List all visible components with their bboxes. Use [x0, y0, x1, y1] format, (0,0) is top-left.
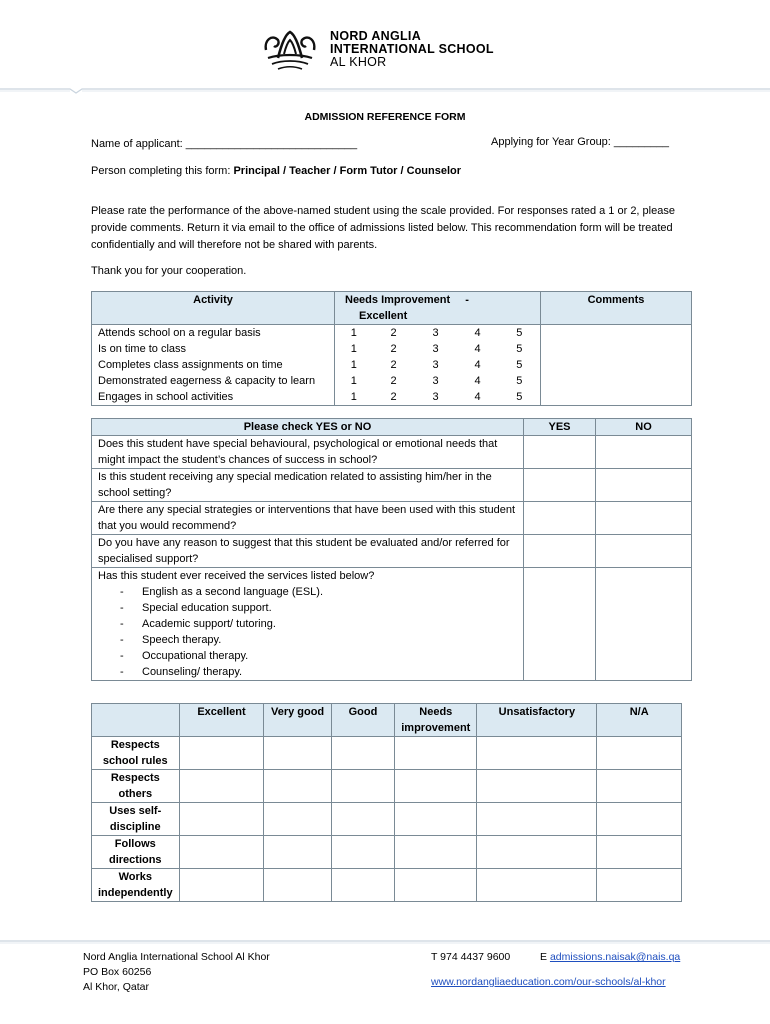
scale-option-3[interactable]: 3 — [432, 343, 439, 355]
footer-email — [540, 950, 680, 965]
year-group-field[interactable]: Applying for Year Group: _________ — [491, 136, 669, 148]
yes-checkbox-cell[interactable] — [524, 568, 596, 681]
question-cell — [92, 502, 524, 535]
service-item: - Occupational therapy. — [120, 648, 517, 664]
behaviour-row — [92, 737, 682, 770]
behaviour-rating-cell[interactable] — [179, 869, 264, 902]
scale-option-4[interactable]: 4 — [474, 359, 481, 371]
comments-cell[interactable] — [541, 341, 692, 357]
question-text: Do you have any reason to suggest that this student be evaluated and/or referred for specialised support? — [98, 537, 510, 565]
scale-option-2[interactable]: 2 — [390, 327, 397, 339]
behaviour-rating-cell[interactable] — [179, 836, 264, 869]
behaviour-rating-cell[interactable] — [331, 836, 395, 869]
scale-option-4[interactable]: 4 — [474, 327, 481, 339]
comments-cell[interactable] — [541, 389, 692, 406]
behaviour-header-row — [92, 704, 682, 737]
behaviour-rating-cell[interactable] — [264, 869, 331, 902]
footer-address — [83, 950, 270, 995]
behaviour-column-header: Good — [331, 704, 395, 737]
scale-option-5[interactable]: 5 — [499, 373, 541, 389]
behaviour-rating-cell[interactable] — [331, 869, 395, 902]
scale-option-5[interactable]: 5 — [499, 357, 541, 373]
scale-option-4[interactable]: 4 — [457, 389, 499, 406]
scale-option-5[interactable]: 5 — [499, 341, 541, 357]
behaviour-rating-cell[interactable] — [597, 869, 682, 902]
scale-option-2[interactable]: 2 — [390, 359, 397, 371]
logo-wordmark — [330, 30, 494, 69]
behaviour-rating-cell[interactable] — [477, 737, 597, 770]
crest-icon — [258, 28, 322, 72]
thanks-text: Thank you for your cooperation. — [91, 265, 247, 277]
scale-header — [335, 292, 541, 325]
no-header: NO — [596, 419, 692, 436]
logo-line-1: NORD ANGLIA — [330, 29, 422, 43]
activity-cell: Completes class assignments on time — [92, 357, 335, 373]
yes-checkbox-cell[interactable] — [524, 469, 596, 502]
behaviour-label — [92, 869, 180, 902]
question-text: Are there any special strategies or interventions that have been used with this student that you would recommend? — [98, 504, 516, 532]
scale-option-1[interactable]: 1 — [350, 359, 357, 371]
behaviour-rating-cell[interactable] — [395, 770, 477, 803]
scale-option-5[interactable]: 5 — [499, 325, 541, 342]
footer-phone: T 974 4437 9600 — [431, 951, 511, 963]
rating-table — [91, 291, 692, 406]
activity-header: Activity — [92, 292, 335, 325]
yes-checkbox-cell[interactable] — [524, 502, 596, 535]
service-item: - Speech therapy. — [120, 632, 517, 648]
behaviour-row — [92, 836, 682, 869]
logo-line-2: INTERNATIONAL SCHOOL — [330, 42, 494, 56]
question-cell — [92, 568, 524, 681]
scale-dash: - — [465, 294, 469, 306]
email-prefix: E — [540, 951, 548, 963]
website-link[interactable]: www.nordangliaeducation.com/our-schools/al-khor — [431, 976, 666, 988]
no-checkbox-cell[interactable] — [596, 535, 692, 568]
behaviour-rating-cell[interactable] — [395, 869, 477, 902]
scale-option-3[interactable]: 3 — [432, 327, 439, 339]
behaviour-rating-cell[interactable] — [264, 803, 331, 836]
rating-row — [92, 373, 692, 389]
behaviour-column-header: Very good — [264, 704, 331, 737]
comments-cell[interactable] — [541, 373, 692, 389]
behaviour-label — [92, 737, 180, 770]
yes-no-table — [91, 418, 692, 681]
rating-row — [92, 341, 692, 357]
header-divider — [0, 84, 770, 96]
footer-school: Nord Anglia International School Al Khor — [83, 951, 270, 963]
behaviour-label — [92, 770, 180, 803]
footer-city: Al Khor, Qatar — [83, 981, 149, 993]
behaviour-column-header: N/A — [597, 704, 682, 737]
behaviour-rating-cell[interactable] — [597, 803, 682, 836]
behaviour-column-header: Excellent — [179, 704, 264, 737]
behaviour-rating-cell[interactable] — [331, 770, 395, 803]
behaviour-label-line: Uses self- — [109, 805, 162, 817]
behaviour-rating-cell[interactable] — [597, 737, 682, 770]
behaviour-rating-cell[interactable] — [395, 803, 477, 836]
behaviour-label-line: independently — [98, 887, 173, 899]
service-item: - Counseling/ therapy. — [120, 664, 517, 680]
behaviour-label-line: Respects — [110, 739, 160, 751]
question-text: Has this student ever received the services listed below? — [98, 570, 375, 582]
rating-row — [92, 389, 692, 406]
behaviour-label-line: Works — [118, 871, 152, 883]
behaviour-label — [92, 803, 180, 836]
behaviour-rating-cell[interactable] — [477, 869, 597, 902]
behaviour-label-line: Respects — [110, 772, 160, 784]
behaviour-label-line: Follows — [114, 838, 156, 850]
behaviour-rating-cell[interactable] — [477, 836, 597, 869]
services-list — [98, 584, 517, 680]
behaviour-label-line: directions — [108, 854, 162, 866]
behaviour-label-line: others — [118, 788, 153, 800]
scale-option-4[interactable]: 4 — [474, 375, 481, 387]
scale-option-5[interactable]: 5 — [499, 389, 541, 406]
question-row — [92, 502, 692, 535]
needs-improvement-label: Needs Improvement — [345, 294, 451, 306]
behaviour-label — [92, 836, 180, 869]
behaviour-label-line: school rules — [102, 755, 168, 767]
behaviour-rating-cell[interactable] — [395, 737, 477, 770]
scale-option-4[interactable]: 4 — [474, 343, 481, 355]
yes-header: YES — [524, 419, 596, 436]
person-completing-line — [91, 165, 461, 177]
yes-checkbox-cell[interactable] — [524, 436, 596, 469]
activity-cell: Is on time to class — [92, 341, 335, 357]
scale-option-3[interactable]: 3 — [432, 359, 439, 371]
behaviour-rating-cell[interactable] — [477, 803, 597, 836]
footer-po-box: PO Box 60256 — [83, 966, 152, 978]
question-row — [92, 535, 692, 568]
behaviour-rating-cell[interactable] — [395, 836, 477, 869]
scale-option-1[interactable]: 1 — [350, 327, 357, 339]
question-text: Does this student have special behavioural, psychological or emotional needs that might impact the student’s chances of success in school? — [98, 438, 498, 466]
behaviour-label-line: discipline — [109, 821, 161, 833]
behaviour-rating-cell[interactable] — [331, 803, 395, 836]
scale-option-3[interactable]: 3 — [415, 389, 457, 406]
logo-line-3: AL KHOR — [330, 55, 387, 69]
excellent-label: Excellent — [359, 310, 408, 322]
behaviour-rating-cell[interactable] — [179, 803, 264, 836]
behaviour-row — [92, 869, 682, 902]
scale-option-1[interactable]: 1 — [350, 375, 357, 387]
scale-option-3[interactable]: 3 — [432, 375, 439, 387]
question-text: Is this student receiving any special medication related to assisting him/her in the school setting? — [98, 471, 492, 499]
behaviour-rating-cell[interactable] — [597, 770, 682, 803]
footer-divider — [0, 936, 770, 948]
behaviour-table — [91, 703, 682, 902]
behaviour-rating-cell[interactable] — [179, 737, 264, 770]
question-cell — [92, 535, 524, 568]
email-link[interactable]: admissions.naisak@nais.qa — [549, 951, 681, 963]
no-checkbox-cell[interactable] — [596, 568, 692, 681]
comments-cell[interactable] — [541, 357, 692, 373]
behaviour-column-header: Needs improvement — [395, 704, 477, 737]
behaviour-rating-cell[interactable] — [264, 836, 331, 869]
form-title: ADMISSION REFERENCE FORM — [304, 111, 466, 123]
service-item: - English as a second language (ESL). — [120, 584, 517, 600]
scale-option-2[interactable]: 2 — [373, 389, 415, 406]
question-cell — [92, 436, 524, 469]
behaviour-row — [92, 770, 682, 803]
no-checkbox-cell[interactable] — [596, 436, 692, 469]
behaviour-corner — [92, 704, 180, 737]
behaviour-rating-cell[interactable] — [264, 737, 331, 770]
instructions-paragraph: Please rate the performance of the above-named student using the scale provided. For responses rated a 1 or 2, please provide comments. Return it via email to the office of admissions listed below. This recommendation form will be treated confidentially and will therefore not be shared with parents. — [91, 205, 675, 251]
question-cell — [92, 469, 524, 502]
behaviour-rating-cell[interactable] — [179, 770, 264, 803]
question-row — [92, 469, 692, 502]
behaviour-column-header: Unsatisfactory — [477, 704, 597, 737]
behaviour-rating-cell[interactable] — [477, 770, 597, 803]
person-roles: Principal / Teacher / Form Tutor / Counselor — [233, 165, 462, 177]
scale-option-2[interactable]: 2 — [390, 375, 397, 387]
activity-cell: Engages in school activities — [92, 389, 335, 406]
activity-cell: Attends school on a regular basis — [92, 325, 335, 342]
no-checkbox-cell[interactable] — [596, 469, 692, 502]
activity-cell: Demonstrated eagerness & capacity to learn — [92, 373, 335, 389]
yes-checkbox-cell[interactable] — [524, 535, 596, 568]
question-row — [92, 436, 692, 469]
no-checkbox-cell[interactable] — [596, 502, 692, 535]
rating-row — [92, 357, 692, 373]
behaviour-rating-cell[interactable] — [331, 737, 395, 770]
service-item: - Academic support/ tutoring. — [120, 616, 517, 632]
question-row — [92, 568, 692, 681]
behaviour-row — [92, 803, 682, 836]
behaviour-rating-cell[interactable] — [264, 770, 331, 803]
comments-header: Comments — [541, 292, 692, 325]
comments-cell[interactable] — [541, 325, 692, 342]
scale-option-1[interactable]: 1 — [350, 343, 357, 355]
check-header: Please check YES or NO — [92, 419, 524, 436]
behaviour-rating-cell[interactable] — [597, 836, 682, 869]
person-label: Person completing this form: — [91, 165, 231, 177]
rating-row — [92, 325, 692, 342]
scale-option-2[interactable]: 2 — [390, 343, 397, 355]
scale-option-1[interactable]: 1 — [335, 389, 373, 406]
applicant-name-field[interactable]: Name of applicant: ____________________________ — [91, 138, 358, 150]
service-item: - Special education support. — [120, 600, 517, 616]
